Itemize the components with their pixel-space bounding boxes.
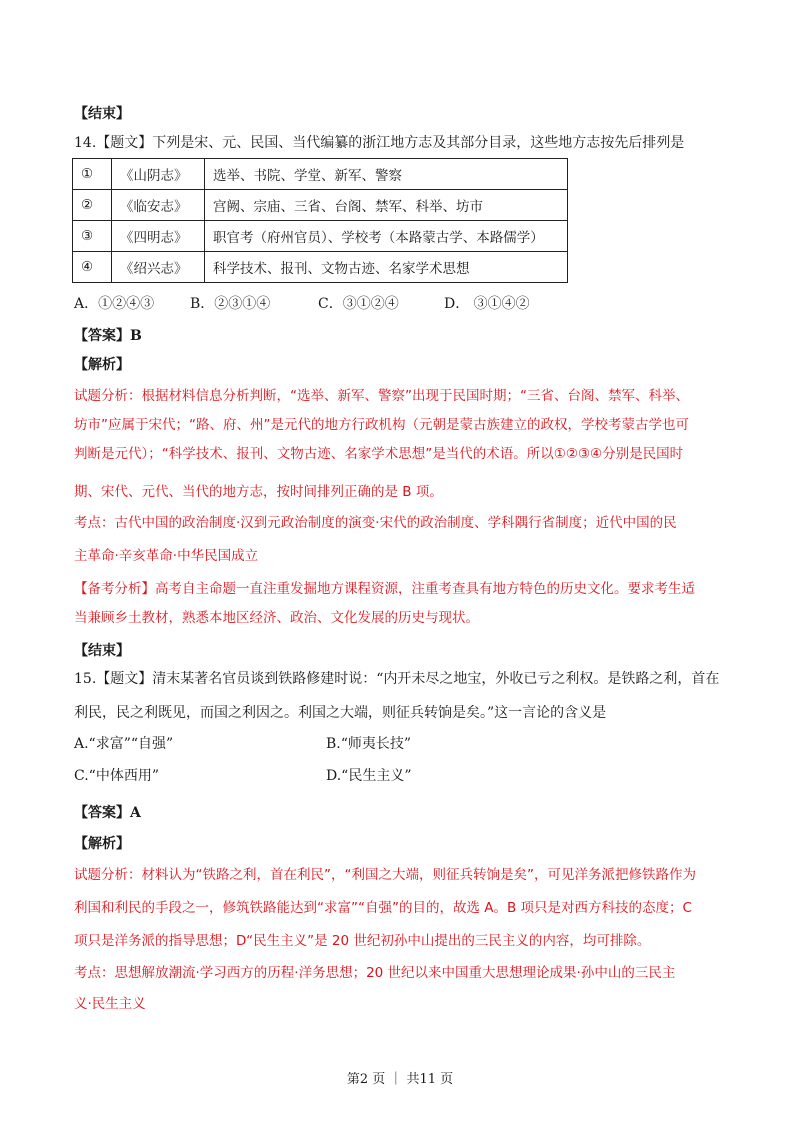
row-number: ② — [73, 190, 112, 221]
q15-analysis-line: 试题分析：材料认为“铁路之利，首在利民”，“利国之大端，则征兵转饷是矣”，可见洋务派把修铁路作为 — [74, 867, 696, 883]
q15-analysis-title: 【解析】 — [74, 836, 130, 852]
table-row — [73, 252, 568, 283]
q14-option-d: D． ③①④② — [444, 296, 530, 312]
table-row — [73, 190, 568, 221]
q15-option-d: D.“民生主义” — [326, 768, 412, 784]
q15-kaodian-line: 义·民生主义 — [74, 996, 146, 1012]
q14-kaodian-line: 主革命·辛亥革命·中华民国成立 — [74, 548, 259, 564]
q13-end-marker: 【结束】 — [74, 106, 130, 122]
q14-beikao-line: 当兼顾乡土教材，熟悉本地区经济、政治、文化发展的历史与现状。 — [74, 610, 479, 626]
q15-option-a: A.“求富”“自强” — [74, 736, 174, 752]
q14-stem: 14.【题文】下列是宋、元、民国、当代编纂的浙江地方志及其部分目录，这些地方志按先后排列是 — [74, 135, 685, 151]
row-number: ① — [73, 159, 112, 190]
q15-kaodian-line: 考点：思想解放潮流·学习西方的历程·洋务思想；20 世纪以来中国重大思想理论成果·孙中山的三民主 — [74, 965, 676, 981]
q14-beikao-line: 【备考分析】高考自主命题一直注重发掘地方课程资源，注重考查具有地方特色的历史文化。要求考生适 — [74, 581, 695, 597]
contents-cell: 职官考（府州官员）、学校考（本路蒙古学、本路儒学） — [205, 221, 568, 252]
q14-analysis-line: 试题分析：根据材料信息分析判断，“选举、新军、警察”出现于民国时期；“三省、台阁、禁军、科举、 — [74, 388, 689, 404]
q15-analysis-line: 利国和利民的手段之一，修筑铁路能达到“求富”“自强”的目的，故选 A。B 项只是对西方科技的态度；C — [74, 900, 692, 916]
q14-analysis-line: 判断是元代）；“科学技术、报刊、文物古迹、名家学术思想”是当代的术语。所以①②③④分别是民国时 — [74, 446, 684, 462]
contents-cell: 科学技术、报刊、文物古迹、名家学术思想 — [205, 252, 568, 283]
answer-text: 【答案】A — [74, 805, 141, 821]
contents-cell: 宫阙、宗庙、三省、台阁、禁军、科举、坊市 — [205, 190, 568, 221]
q14-end-marker: 【结束】 — [74, 643, 130, 659]
q15-stem-line: 15.【题文】清末某著名官员谈到铁路修建时说：“内开未尽之地宝，外收已亏之利权。是铁路之利，首在 — [74, 671, 720, 687]
q15-stem-line: 利民，民之利既见，而国之利因之。利国之大端，则征兵转饷是矣。”这一言论的含义是 — [74, 705, 607, 721]
answer-text: 【答案】B — [74, 328, 142, 344]
contents-cell: 选举、书院、学堂、新军、警察 — [205, 159, 568, 190]
book-title: 《临安志》 — [112, 190, 205, 221]
q15-option-c: C.“中体西用” — [74, 768, 159, 784]
table-row — [73, 159, 568, 190]
q15-analysis-line: 项只是洋务派的指导思想；D“民生主义”是 20 世纪初孙中山提出的三民主义的内容，均可排除。 — [74, 933, 651, 949]
q14-answer — [74, 325, 142, 347]
q14-analysis-title: 【解析】 — [74, 357, 130, 373]
book-title: 《绍兴志》 — [112, 252, 205, 283]
table-row — [73, 221, 568, 252]
q14-table — [72, 158, 568, 283]
row-number: ③ — [73, 221, 112, 252]
row-number: ④ — [73, 252, 112, 283]
q15-answer — [74, 802, 141, 824]
book-title: 《四明志》 — [112, 221, 205, 252]
q15-option-b: B.“师夷长技” — [326, 736, 412, 752]
q14-analysis-line: 坊市”应属于宋代；“路、府、州”是元代的地方行政机构（元朝是蒙古族建立的政权，学校考蒙古学也可 — [74, 417, 689, 433]
q14-option-c: C．③①②④ — [318, 296, 399, 312]
book-title: 《山阴志》 — [112, 159, 205, 190]
q14-option-a: A．①②④③ — [74, 296, 155, 312]
q14-analysis-line: 期、宋代、元代、当代的地方志，按时间排列正确的是 B 项。 — [74, 484, 443, 500]
page-footer: 第2 页 ｜ 共11 页 — [346, 1072, 454, 1087]
q14-option-b: B．②③①④ — [190, 296, 271, 312]
q14-kaodian-line: 考点：古代中国的政治制度·汉到元政治制度的演变·宋代的政治制度、学科隅行省制度；近代中国的民 — [74, 515, 677, 531]
